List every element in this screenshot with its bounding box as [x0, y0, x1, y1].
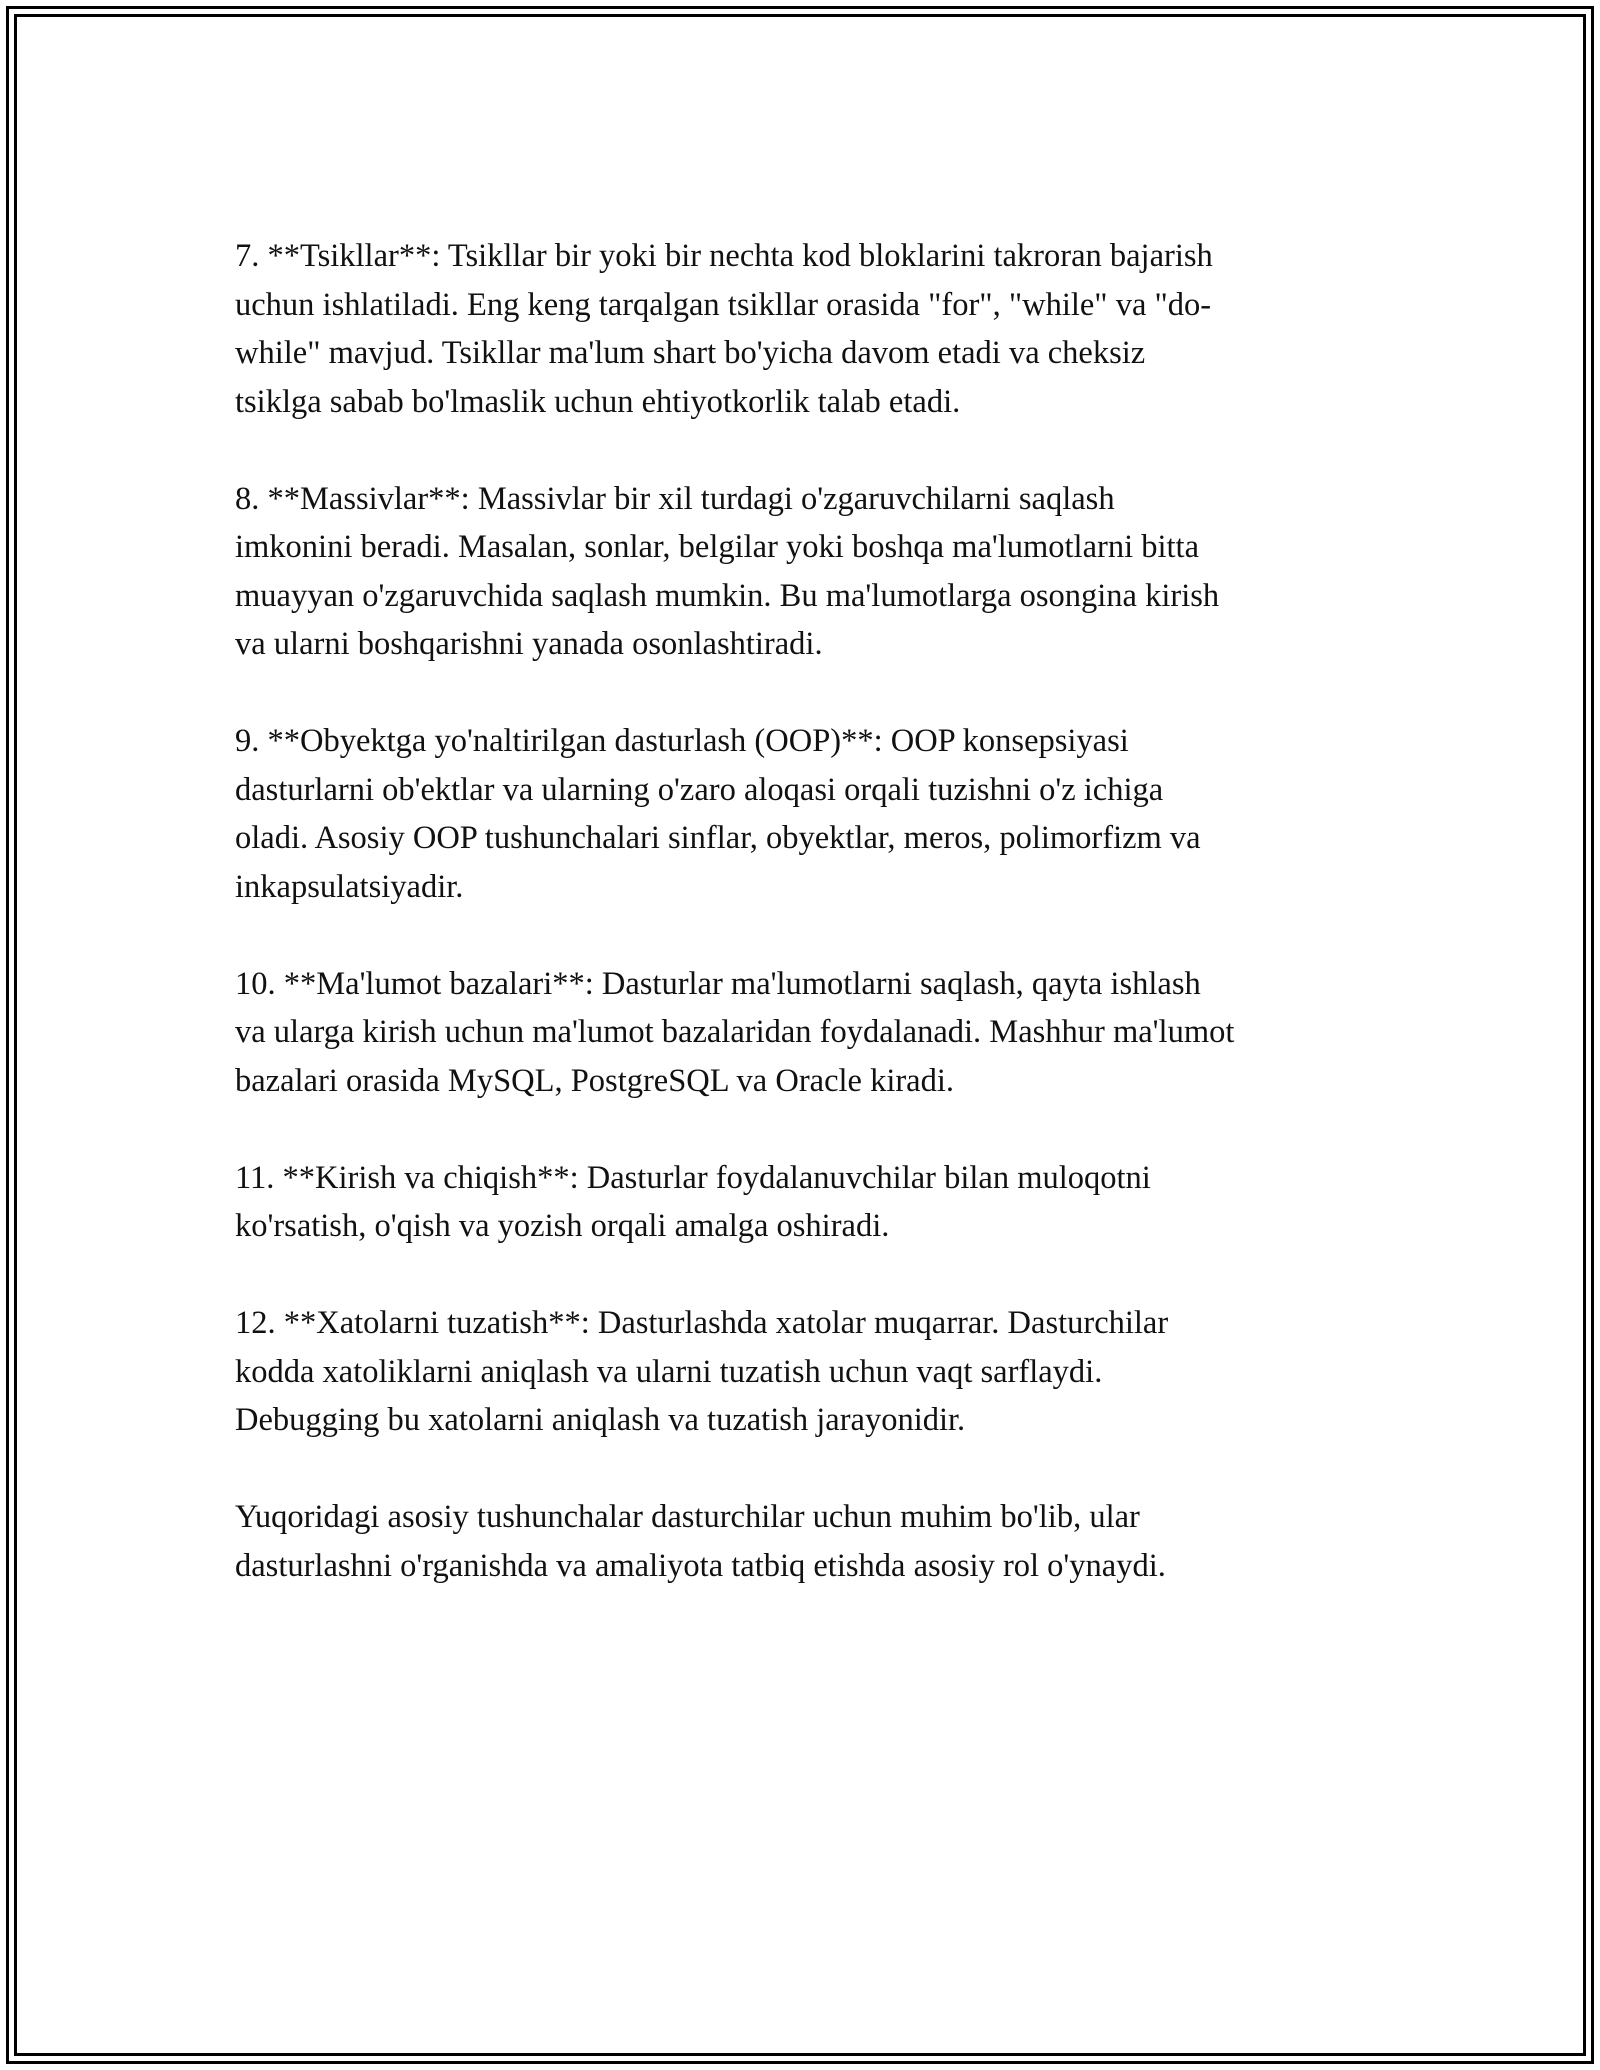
paragraph-kirish-chiqish — [235, 1154, 1375, 1251]
text-line: imkonini beradi. Masalan, sonlar, belgilar yoki boshqa ma'lumotlarni bitta — [235, 529, 1200, 565]
paragraph-xatolarni-tuzatish — [235, 1299, 1375, 1445]
text-line: 9. **Obyektga yo'naltirilgan dasturlash (OOP)**: OOP konsepsiyasi — [235, 723, 1129, 759]
text-line: 10. **Ma'lumot bazalari**: Dasturlar ma'lumotlarni saqlash, qayta ishlash — [235, 965, 1201, 1002]
text-line: tsiklga sabab bo'lmaslik uchun ehtiyotkorlik talab etadi. — [235, 383, 961, 420]
paragraph-massivlar — [235, 475, 1375, 669]
document-body — [235, 232, 1375, 1639]
paragraph-oop — [235, 717, 1375, 911]
paragraph-malumot-bazalari — [235, 960, 1375, 1106]
text-line: oladi. Asosiy OOP tushunchalari sinflar, obyektlar, meros, polimorfizm va — [235, 820, 1201, 856]
text-line: va ularga kirish uchun ma'lumot bazalaridan foydalanadi. Mashhur ma'lumot — [235, 1014, 1235, 1050]
text-line: 7. **Tsikllar**: Tsikllar bir yoki bir nechta kod bloklarini takroran bajarish — [235, 238, 1213, 274]
paragraph-tsikllar — [235, 232, 1375, 426]
text-line: inkapsulatsiyadir. — [235, 868, 464, 905]
paragraph-xulosa — [235, 1493, 1375, 1590]
text-line: 12. **Xatolarni tuzatish**: Dasturlashda xatolar muqarrar. Dasturchilar — [235, 1305, 1169, 1341]
text-line: kodda xatoliklarni aniqlash va ularni tuzatish uchun vaqt sarflaydi. — [235, 1353, 1103, 1390]
text-line: dasturlarni ob'ektlar va ularning o'zaro aloqasi orqali tuzishni o'z ichiga — [235, 771, 1164, 808]
text-line: ko'rsatish, o'qish va yozish orqali amalga oshiradi. — [235, 1208, 890, 1244]
text-line: uchun ishlatiladi. Eng keng tarqalgan tsikllar orasida "for", "while" va "do- — [235, 286, 1212, 323]
text-line: Yuqoridagi asosiy tushunchalar dasturchilar uchun muhim bo'lib, ular — [235, 1499, 1140, 1535]
text-line: Debugging bu xatolarni aniqlash va tuzatish jarayonidir. — [235, 1402, 966, 1438]
text-line: 11. **Kirish va chiqish**: Dasturlar foydalanuvchilar bilan muloqotni — [235, 1159, 1151, 1196]
text-line: bazalari orasida MySQL, PostgreSQL va Oracle kiradi. — [235, 1062, 954, 1099]
text-line: 8. **Massivlar**: Massivlar bir xil turdagi o'zgaruvchilarni saqlash — [235, 480, 1115, 517]
text-line: while" mavjud. Tsikllar ma'lum shart bo'yicha davom etadi va cheksiz — [235, 335, 1146, 371]
text-line: va ularni boshqarishni yanada osonlashtiradi. — [235, 626, 823, 662]
text-line: dasturlashni o'rganishda va amaliyota tatbiq etishda asosiy rol o'ynaydi. — [235, 1547, 1166, 1584]
text-line: muayyan o'zgaruvchida saqlash mumkin. Bu ma'lumotlarga osongina kirish — [235, 577, 1220, 614]
